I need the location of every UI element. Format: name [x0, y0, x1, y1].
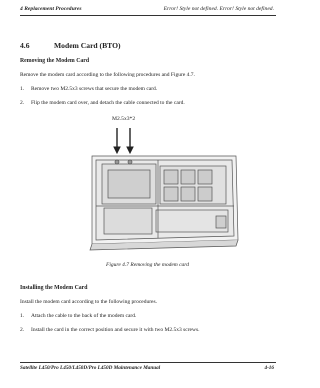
footer-manual-title: Satellite L450/Pro L450/L450D/Pro L450D Maintenance Manual: [20, 365, 161, 371]
modem-card-figure: [86, 120, 242, 258]
removing-step-2: [20, 100, 185, 106]
footer-rule: [20, 362, 276, 363]
installing-intro: Install the modem card according to the following procedures.: [20, 299, 157, 305]
step-number: 2.: [20, 327, 25, 333]
chassis-illustration: [90, 156, 238, 250]
footer-page-number: 4-16: [264, 365, 274, 371]
step-text: Remove two M2.5x3 screws that secure the modem card.: [31, 86, 158, 92]
installing-step-2: [20, 327, 199, 333]
screw-callout-arrows: [114, 128, 133, 153]
screw-callout-label: M2.5x3*2: [112, 116, 136, 122]
running-header-left: 4 Replacement Procedures: [20, 6, 82, 12]
section-number: 4.6: [20, 41, 30, 50]
step-number: 1.: [20, 86, 25, 92]
section-title: [20, 41, 121, 50]
step-number: 1.: [20, 313, 25, 319]
installing-heading: Installing the Modem Card: [20, 285, 88, 291]
section-title-text: Modem Card (BTO): [54, 41, 121, 50]
step-text: Attach the cable to the back of the modem card.: [31, 313, 137, 319]
removing-intro: Remove the modem card according to the following procedures and Figure 4.7.: [20, 72, 195, 78]
header-rule: [20, 15, 276, 16]
step-number: 2.: [20, 100, 25, 106]
removing-heading: Removing the Modem Card: [20, 58, 90, 64]
step-text: Install the card in the correct position and secure it with two M2.5x3 screws.: [31, 327, 200, 333]
figure-caption: Figure 4.7 Removing the modem card: [106, 262, 189, 268]
installing-step-1: [20, 313, 136, 319]
step-text: Flip the modem card over, and detach the cable connected to the card.: [31, 100, 185, 106]
running-header-right: Error! Style not defined. Error! Style not defined.: [163, 6, 274, 12]
removing-step-1: [20, 86, 157, 92]
